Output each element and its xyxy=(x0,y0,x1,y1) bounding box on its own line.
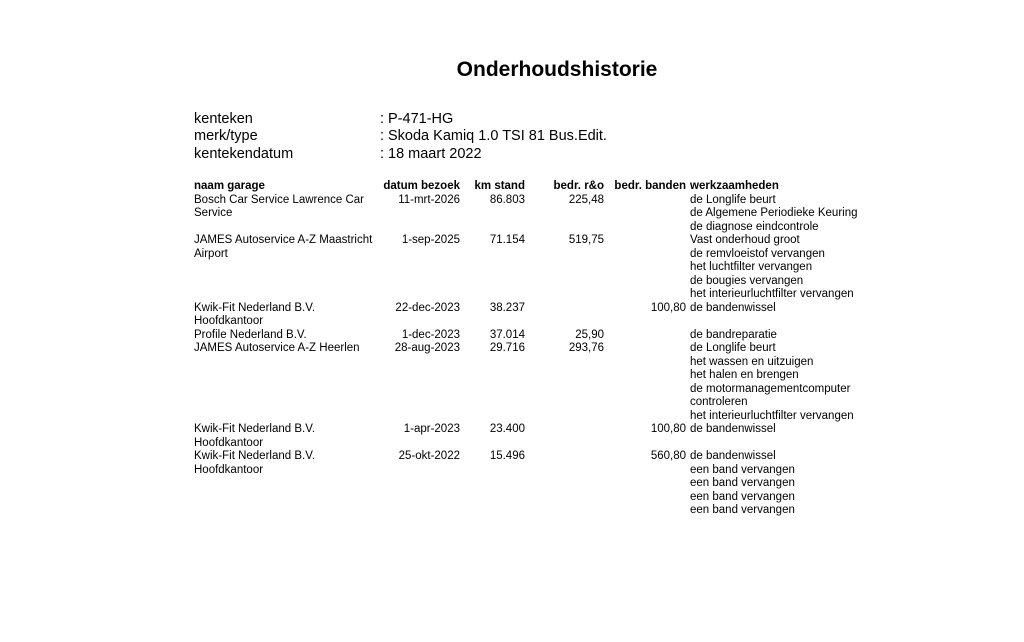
column-header-work: werkzaamheden xyxy=(690,180,779,192)
work-cell xyxy=(688,234,880,302)
work-item: de remvloeistof vervangen xyxy=(690,247,825,260)
table-header-row xyxy=(192,180,880,194)
work-item: de bandenwissel xyxy=(690,450,776,462)
maintenance-history-table xyxy=(192,180,880,518)
work-item: een band vervangen xyxy=(690,477,795,489)
table-row xyxy=(192,342,880,423)
date-cell: 1-dec-2023 xyxy=(401,328,460,341)
table-row xyxy=(192,423,880,450)
column-header-km: km stand xyxy=(474,180,525,192)
tyre-cost-cell xyxy=(606,342,688,423)
garage-cell: Kwik-Fit Nederland B.V. Hoofdkantoor xyxy=(194,301,316,327)
work-item: het luchtfilter vervangen xyxy=(690,261,813,273)
km-cell: 71.154 xyxy=(489,234,525,246)
date-cell: 28-aug-2023 xyxy=(394,342,460,354)
work-item: een band vervangen xyxy=(690,490,795,503)
work-item: de bandenwissel xyxy=(690,301,776,314)
km-cell: 15.496 xyxy=(489,450,525,462)
table-row xyxy=(192,329,880,343)
work-cell xyxy=(688,329,880,343)
page-title: Onderhoudshistorie xyxy=(456,58,658,81)
work-item: de Longlife beurt xyxy=(690,193,776,206)
km-cell: 23.400 xyxy=(489,423,525,435)
date-cell: 25-okt-2022 xyxy=(398,450,460,462)
column-header-ro: bedr. r&o xyxy=(553,180,604,192)
table-row xyxy=(192,194,880,235)
date-cell: 1-sep-2025 xyxy=(401,234,460,246)
column-header-date: datum bezoek xyxy=(383,180,460,192)
vehicle-value: P-471-HG xyxy=(388,111,454,127)
ro-cost-cell xyxy=(527,450,606,518)
garage-cell: Profile Nederland B.V. xyxy=(194,328,307,341)
tyre-cost-cell xyxy=(606,234,688,302)
vehicle-label: merk/type xyxy=(194,128,258,145)
vehicle-colon: : xyxy=(380,111,385,127)
work-item: een band vervangen xyxy=(690,504,795,516)
km-cell: 29.716 xyxy=(489,342,525,354)
work-item: Vast onderhoud groot xyxy=(690,234,800,246)
vehicle-label: kenteken xyxy=(194,111,253,127)
work-item: het interieurluchtfilter vervangen xyxy=(690,409,854,422)
km-cell: 37.014 xyxy=(489,328,525,341)
table-body xyxy=(192,194,880,518)
work-item: de bougies vervangen xyxy=(690,274,804,287)
ro-cost-cell xyxy=(527,423,606,450)
date-cell: 1-apr-2023 xyxy=(403,423,460,435)
vehicle-value: 18 maart 2022 xyxy=(388,145,482,162)
tyre-cost-cell: 100,80 xyxy=(650,301,686,314)
ro-cost-cell xyxy=(527,302,606,329)
date-cell: 11-mrt-2026 xyxy=(398,193,460,206)
work-item: het halen en brengen xyxy=(690,369,799,381)
vehicle-value: Skoda Kamiq 1.0 TSI 81 Bus.Edit. xyxy=(388,128,607,145)
vehicle-label: kentekendatum xyxy=(194,145,294,162)
table-row xyxy=(192,234,880,302)
ro-cost-cell: 293,76 xyxy=(568,342,604,354)
work-item: de bandenwissel xyxy=(690,423,776,435)
tyre-cost-cell xyxy=(606,194,688,235)
table-row xyxy=(192,450,880,518)
tyre-cost-cell: 560,80 xyxy=(650,450,686,462)
work-item: een band vervangen xyxy=(690,463,795,476)
work-item: controleren xyxy=(690,396,748,408)
garage-cell: JAMES Autoservice A-Z Maastricht Airport xyxy=(194,234,373,260)
garage-cell: Kwik-Fit Nederland B.V. Hoofdkantoor xyxy=(194,423,316,449)
work-cell xyxy=(688,302,880,329)
work-item: de Algemene Periodieke Keuring xyxy=(690,207,858,219)
work-item: de Longlife beurt xyxy=(690,342,776,354)
km-cell: 86.803 xyxy=(489,193,525,206)
date-cell: 22-dec-2023 xyxy=(395,301,460,314)
work-cell xyxy=(688,194,880,235)
ro-cost-cell: 519,75 xyxy=(568,234,604,246)
garage-cell: JAMES Autoservice A-Z Heerlen xyxy=(194,342,360,354)
garage-cell: Bosch Car Service Lawrence Car Service xyxy=(194,193,365,219)
km-cell: 38.237 xyxy=(489,301,525,314)
work-item: de diagnose eindcontrole xyxy=(690,220,819,233)
ro-cost-cell: 25,90 xyxy=(575,328,604,341)
column-header-garage: naam garage xyxy=(194,180,265,192)
work-item: het interieurluchtfilter vervangen xyxy=(690,288,854,300)
work-item: het wassen en uitzuigen xyxy=(690,355,814,368)
column-header-banden: bedr. banden xyxy=(614,180,686,192)
tyre-cost-cell xyxy=(606,329,688,343)
garage-cell: Kwik-Fit Nederland B.V. Hoofdkantoor xyxy=(194,450,316,476)
vehicle-colon: : xyxy=(380,128,385,145)
work-cell xyxy=(688,423,880,450)
work-item: de bandreparatie xyxy=(690,328,777,341)
tyre-cost-cell: 100,80 xyxy=(650,423,686,435)
work-item: de motormanagementcomputer xyxy=(690,382,851,395)
work-cell xyxy=(688,342,880,423)
vehicle-colon: : xyxy=(380,145,385,162)
table-row xyxy=(192,302,880,329)
ro-cost-cell: 225,48 xyxy=(568,193,604,206)
work-cell xyxy=(688,450,880,518)
